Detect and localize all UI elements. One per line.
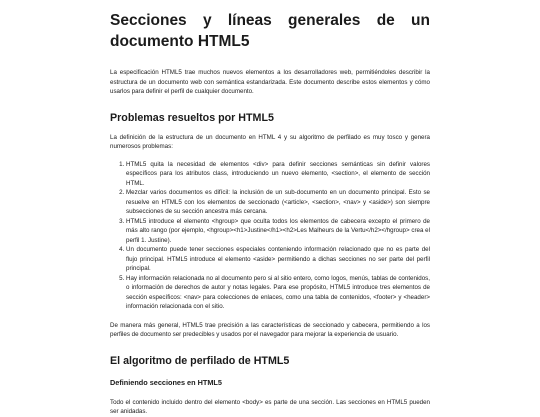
list-item: 4. Un documento puede tener secciones especiales conteniendo información relacionado que no es parte del flujo principal. HTML5 introduce el elemento <aside> permitiendo a dichas secciones no ser parte del perfil principal. bbox=[126, 245, 430, 274]
list-item: 1. HTML5 quita la necesidad de elementos <div> para definir secciones semánticas sin definir valores específicos para los atributos class, introduciendo un nuevo elemento, <section>, el elemento de sección HTML. bbox=[126, 160, 430, 189]
list-item: 3. HTML5 introduce el elemento <hgroup> que oculta todos los elementos de cabecera excepto el primero de más alto rango (por ejemplo, <hgroup><h1>Justine</h1><h2>Les Malheurs de la Vertu</h2></hgroup> crea el perfil 1. Justine). bbox=[126, 217, 430, 246]
page-title: Secciones y líneas generales de un documento HTML5 bbox=[110, 12, 430, 50]
problems-intro-paragraph: La definición de la estructura de un documento en HTML 4 y su algoritmo de perfilado es muy tosco y genera numerosos problemas: bbox=[110, 133, 430, 150]
intro-paragraph: La especificación HTML5 trae muchos nuevos elementos a los desarrolladores web, permitiéndoles describir la estructura de un documento web con semántica estandarizada. Este documento describe estos elementos y cómo usarlos para definir el perfil de cualquier documento. bbox=[110, 69, 430, 95]
section-heading-algorithm: El algoritmo de perfilado de HTML5 bbox=[110, 354, 290, 367]
defining-paragraph: Todo el contenido incluido dentro del elemento <body> es parte de una sección. Las secciones en HTML5 pueden ser anidadas. bbox=[110, 398, 430, 415]
list-item: 2. Mezclar varios documentos es difícil: la inclusión de un sub-documento en un documento principal. Esto se resuelve en HTML5 con los elementos de seccionado (<article>, <section>, <nav> y <aside>) son siempre subsecciones de su sección ancestra más cercana. bbox=[126, 188, 430, 217]
section-heading-problems: Problemas resueltos por HTML5 bbox=[110, 111, 274, 124]
conclusion-paragraph: De manera más general, HTML5 trae precisión a las características de seccionado y cabecera, permitiendo a los perfiles de documento ser predecibles y usados por el navegador para mejorar la experiencia de usuario. bbox=[110, 321, 430, 338]
problems-list bbox=[110, 160, 430, 312]
list-item: 5. Hay información relacionada no al documento pero si al sitio entero, como logos, menús, tablas de contenidos, o información de derechos de autor y notas legales. Para ese propósito, HTML5 introduce tres elementos de sección específicos: <nav> para colecciones de enlaces, como una tabla de contenidos, <footer> y <header> información relacionada con el sitio. bbox=[126, 274, 430, 312]
document-page bbox=[110, 10, 430, 417]
subsection-heading-defining: Definiendo secciones en HTML5 bbox=[110, 377, 222, 387]
